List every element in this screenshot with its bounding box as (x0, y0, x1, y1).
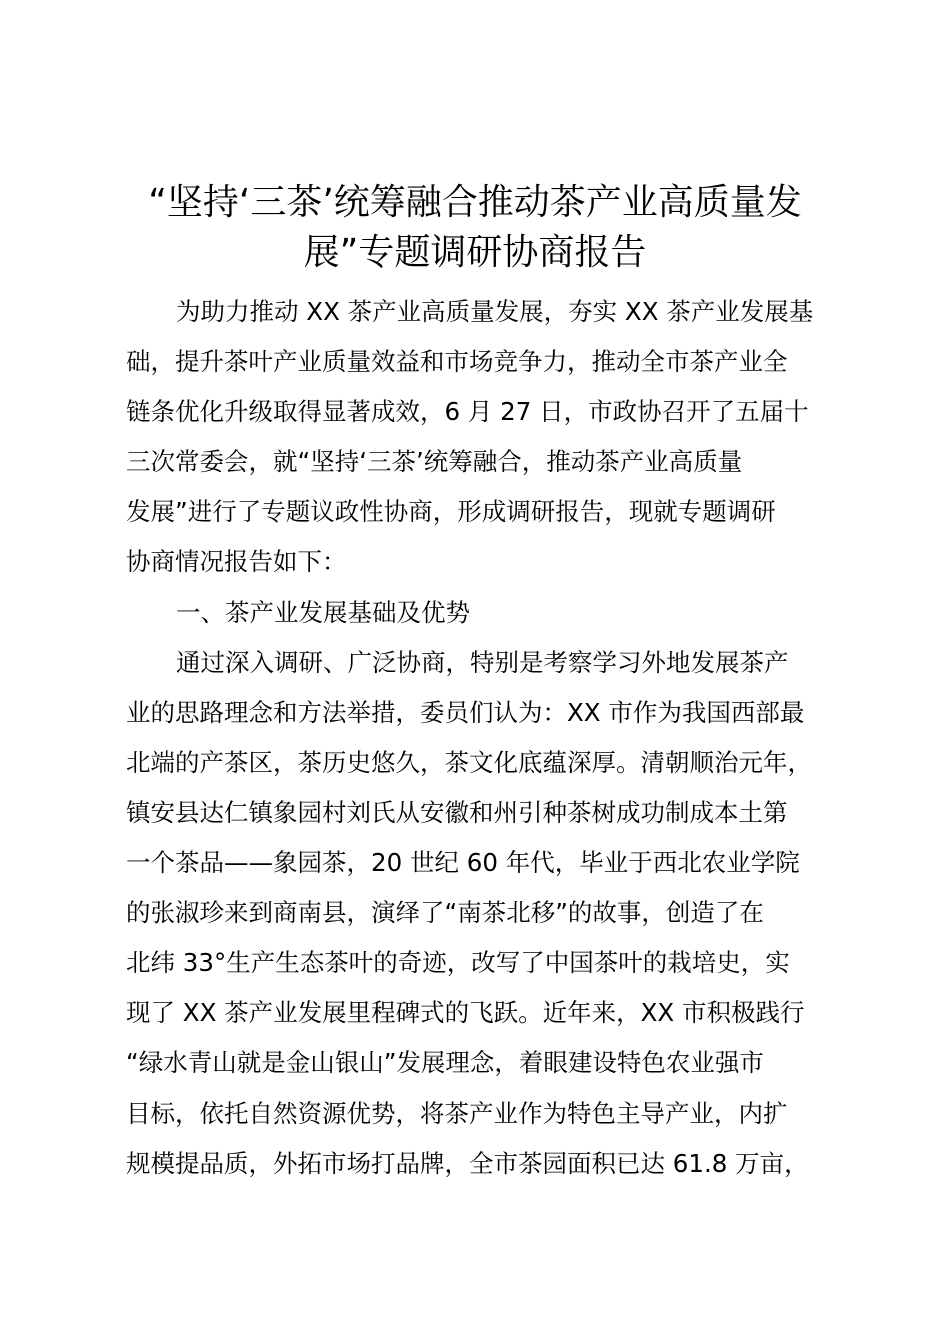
paragraph-line: 为助力推动 XX 茶产业高质量发展，夯实 XX 茶产业发展基 (176, 297, 814, 326)
paragraph-line: 发展”进行了专题议政性协商，形成调研报告，现就专题调研 (126, 497, 776, 527)
section-heading: 一、茶产业发展基础及优势 (176, 597, 470, 627)
paragraph-line: 三次常委会，就“坚持‘三茶’统筹融合，推动茶产业高质量 (126, 447, 743, 477)
document-body (126, 287, 838, 1189)
paragraph-line: 协商情况报告如下： (126, 547, 347, 577)
paragraph-line: 现了 XX 茶产业发展里程碑式的飞跃。近年来，XX 市积极践行 (126, 998, 805, 1028)
paragraph-line: 北端的产茶区，茶历史悠久，茶文化底蕴深厚。清朝顺治元年， (126, 747, 812, 777)
title-line: 展”专题调研协商报告 (303, 232, 647, 273)
paragraph-line: 镇安县达仁镇象园村刘氏从安徽和州引种茶树成功制成本土第 (126, 797, 788, 827)
paragraph-line: 北纬 33°生产生态茶叶的奇迹，改写了中国茶叶的栽培史，实 (126, 948, 790, 978)
title-line: “坚持‘三茶’统筹融合推动茶产业高质量发 (148, 182, 802, 223)
document-title (118, 178, 832, 278)
paragraph-line: 的张淑珍来到商南县，演绎了“南茶北移”的故事，创造了在 (126, 898, 764, 928)
paragraph-line: 业的思路理念和方法举措，委员们认为：XX 市作为我国西部最 (126, 697, 805, 727)
paragraph-line: 一个茶品——象园茶，20 世纪 60 年代，毕业于西北农业学院 (126, 848, 800, 878)
paragraph-line: “绿水青山就是金山银山”发展理念，着眼建设特色农业强市 (126, 1048, 764, 1078)
paragraph-line: 础，提升茶叶产业质量效益和市场竞争力，推动全市茶产业全 (126, 347, 788, 377)
paragraph-line: 目标，依托自然资源优势，将茶产业作为特色主导产业，内扩 (126, 1098, 788, 1128)
paragraph-line: 规模提品质，外拓市场打品牌，全市茶园面积已达 61.8 万亩， (126, 1148, 809, 1178)
paragraph-line: 通过深入调研、广泛协商，特别是考察学习外地发展茶产 (176, 647, 789, 677)
paragraph-line: 链条优化升级取得显著成效，6 月 27 日，市政协召开了五届十 (126, 397, 809, 427)
